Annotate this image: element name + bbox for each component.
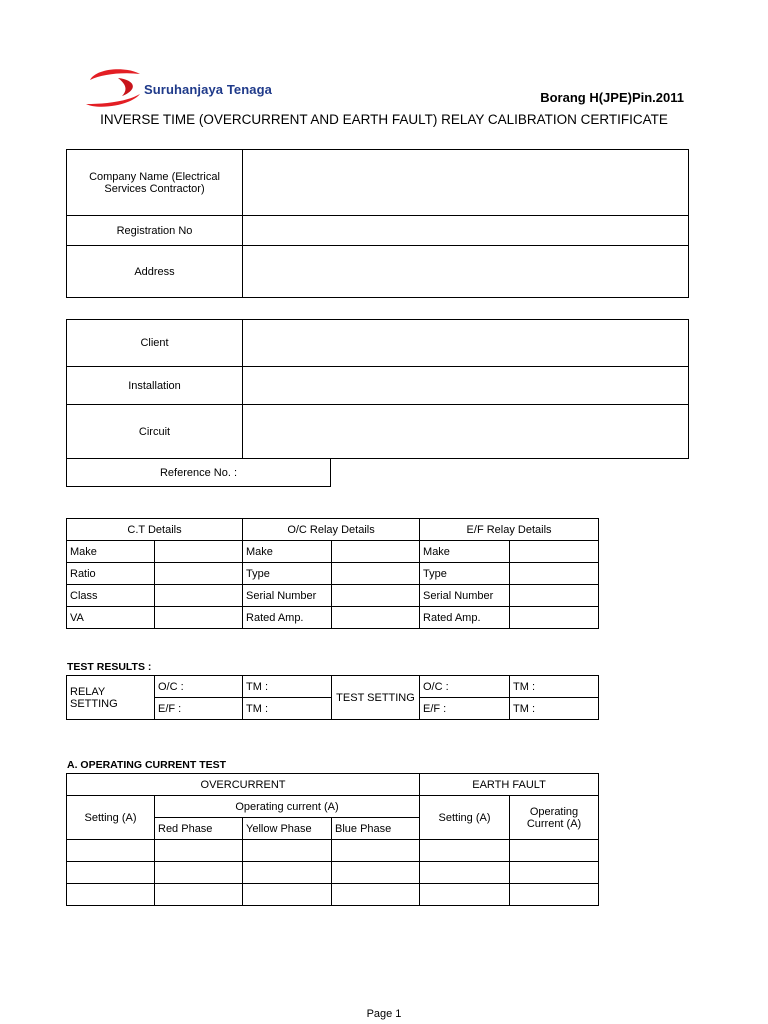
ef-type-field[interactable] xyxy=(510,563,599,585)
overcurrent-header: OVERCURRENT xyxy=(67,774,420,796)
table-cell[interactable] xyxy=(510,862,599,884)
contractor-table xyxy=(66,149,689,298)
ef-make-label: Make xyxy=(420,541,510,563)
oc-rated-amp-field[interactable] xyxy=(332,607,420,629)
blue-phase-header: Blue Phase xyxy=(332,818,420,840)
installation-label: Installation xyxy=(67,367,243,405)
reference-table xyxy=(66,458,331,487)
table-cell[interactable] xyxy=(510,884,599,906)
oc-setting-header: Setting (A) xyxy=(67,796,155,840)
test-ef-tm-label[interactable]: TM : xyxy=(510,698,599,720)
relay-oc-tm-label[interactable]: TM : xyxy=(243,676,332,698)
table-cell[interactable] xyxy=(243,884,332,906)
ef-serial-number-label: Serial Number xyxy=(420,585,510,607)
table-cell[interactable] xyxy=(510,840,599,862)
table-row xyxy=(67,862,599,884)
earth-fault-header: EARTH FAULT xyxy=(420,774,599,796)
table-row xyxy=(67,884,599,906)
table-cell[interactable] xyxy=(67,884,155,906)
ct-make-label: Make xyxy=(67,541,155,563)
table-cell[interactable] xyxy=(332,884,420,906)
table-cell[interactable] xyxy=(243,862,332,884)
table-cell[interactable] xyxy=(67,862,155,884)
oc-make-label: Make xyxy=(243,541,332,563)
table-cell[interactable] xyxy=(420,862,510,884)
table-cell[interactable] xyxy=(332,862,420,884)
suruhanjaya-tenaga-logo xyxy=(78,64,318,112)
ct-va-label: VA xyxy=(67,607,155,629)
table-cell[interactable] xyxy=(67,840,155,862)
ef-type-label: Type xyxy=(420,563,510,585)
oc-type-field[interactable] xyxy=(332,563,420,585)
test-results-table xyxy=(66,675,599,720)
operating-current-header: Operating current (A) xyxy=(155,796,420,818)
ct-class-field[interactable] xyxy=(155,585,243,607)
table-cell[interactable] xyxy=(155,862,243,884)
test-results-heading: TEST RESULTS : xyxy=(67,661,152,673)
table-cell[interactable] xyxy=(332,840,420,862)
ef-operating-current-header: Operating Current (A) xyxy=(510,796,599,840)
address-label: Address xyxy=(67,246,243,298)
yellow-phase-header: Yellow Phase xyxy=(243,818,332,840)
reference-no-label[interactable]: Reference No. : xyxy=(67,459,331,487)
relay-setting-label: RELAY SETTING xyxy=(67,676,155,720)
red-phase-header: Red Phase xyxy=(155,818,243,840)
test-ef-label[interactable]: E/F : xyxy=(420,698,510,720)
installation-field[interactable] xyxy=(243,367,689,405)
test-setting-label: TEST SETTING xyxy=(332,676,420,720)
oc-relay-details-header: O/C Relay Details xyxy=(243,519,420,541)
registration-no-field[interactable] xyxy=(243,216,689,246)
equipment-details-table xyxy=(66,518,599,629)
oc-type-label: Type xyxy=(243,563,332,585)
client-label: Client xyxy=(67,320,243,367)
table-cell[interactable] xyxy=(155,840,243,862)
registration-no-label: Registration No xyxy=(67,216,243,246)
oc-rated-amp-label: Rated Amp. xyxy=(243,607,332,629)
table-cell[interactable] xyxy=(420,884,510,906)
relay-oc-label[interactable]: O/C : xyxy=(155,676,243,698)
logo-swoosh-icon xyxy=(78,64,148,112)
operating-current-test-heading: A. OPERATING CURRENT TEST xyxy=(67,759,227,771)
page-number: Page 1 xyxy=(366,1008,402,1020)
table-cell[interactable] xyxy=(420,840,510,862)
ct-make-field[interactable] xyxy=(155,541,243,563)
circuit-label: Circuit xyxy=(67,405,243,459)
ef-rated-amp-field[interactable] xyxy=(510,607,599,629)
ct-details-header: C.T Details xyxy=(67,519,243,541)
table-cell[interactable] xyxy=(243,840,332,862)
ef-serial-number-field[interactable] xyxy=(510,585,599,607)
oc-serial-number-field[interactable] xyxy=(332,585,420,607)
test-oc-label[interactable]: O/C : xyxy=(420,676,510,698)
table-row xyxy=(67,840,599,862)
test-oc-tm-label[interactable]: TM : xyxy=(510,676,599,698)
operating-current-test-table xyxy=(66,773,599,906)
ct-ratio-label: Ratio xyxy=(67,563,155,585)
ct-va-field[interactable] xyxy=(155,607,243,629)
ef-relay-details-header: E/F Relay Details xyxy=(420,519,599,541)
oc-serial-number-label: Serial Number xyxy=(243,585,332,607)
form-code: Borang H(JPE)Pin.2011 xyxy=(540,90,684,105)
ef-setting-header: Setting (A) xyxy=(420,796,510,840)
relay-ef-tm-label[interactable]: TM : xyxy=(243,698,332,720)
oc-make-field[interactable] xyxy=(332,541,420,563)
company-name-label: Company Name (Electrical Services Contractor) xyxy=(67,150,243,216)
document-title: INVERSE TIME (OVERCURRENT AND EARTH FAULT) RELAY CALIBRATION CERTIFICATE xyxy=(100,112,668,127)
ef-make-field[interactable] xyxy=(510,541,599,563)
address-field[interactable] xyxy=(243,246,689,298)
client-field[interactable] xyxy=(243,320,689,367)
circuit-field[interactable] xyxy=(243,405,689,459)
company-name-field[interactable] xyxy=(243,150,689,216)
ef-rated-amp-label: Rated Amp. xyxy=(420,607,510,629)
ct-class-label: Class xyxy=(67,585,155,607)
ct-ratio-field[interactable] xyxy=(155,563,243,585)
table-cell[interactable] xyxy=(155,884,243,906)
client-table xyxy=(66,319,689,459)
relay-ef-label[interactable]: E/F : xyxy=(155,698,243,720)
logo-text: Suruhanjaya Tenaga xyxy=(144,82,272,97)
